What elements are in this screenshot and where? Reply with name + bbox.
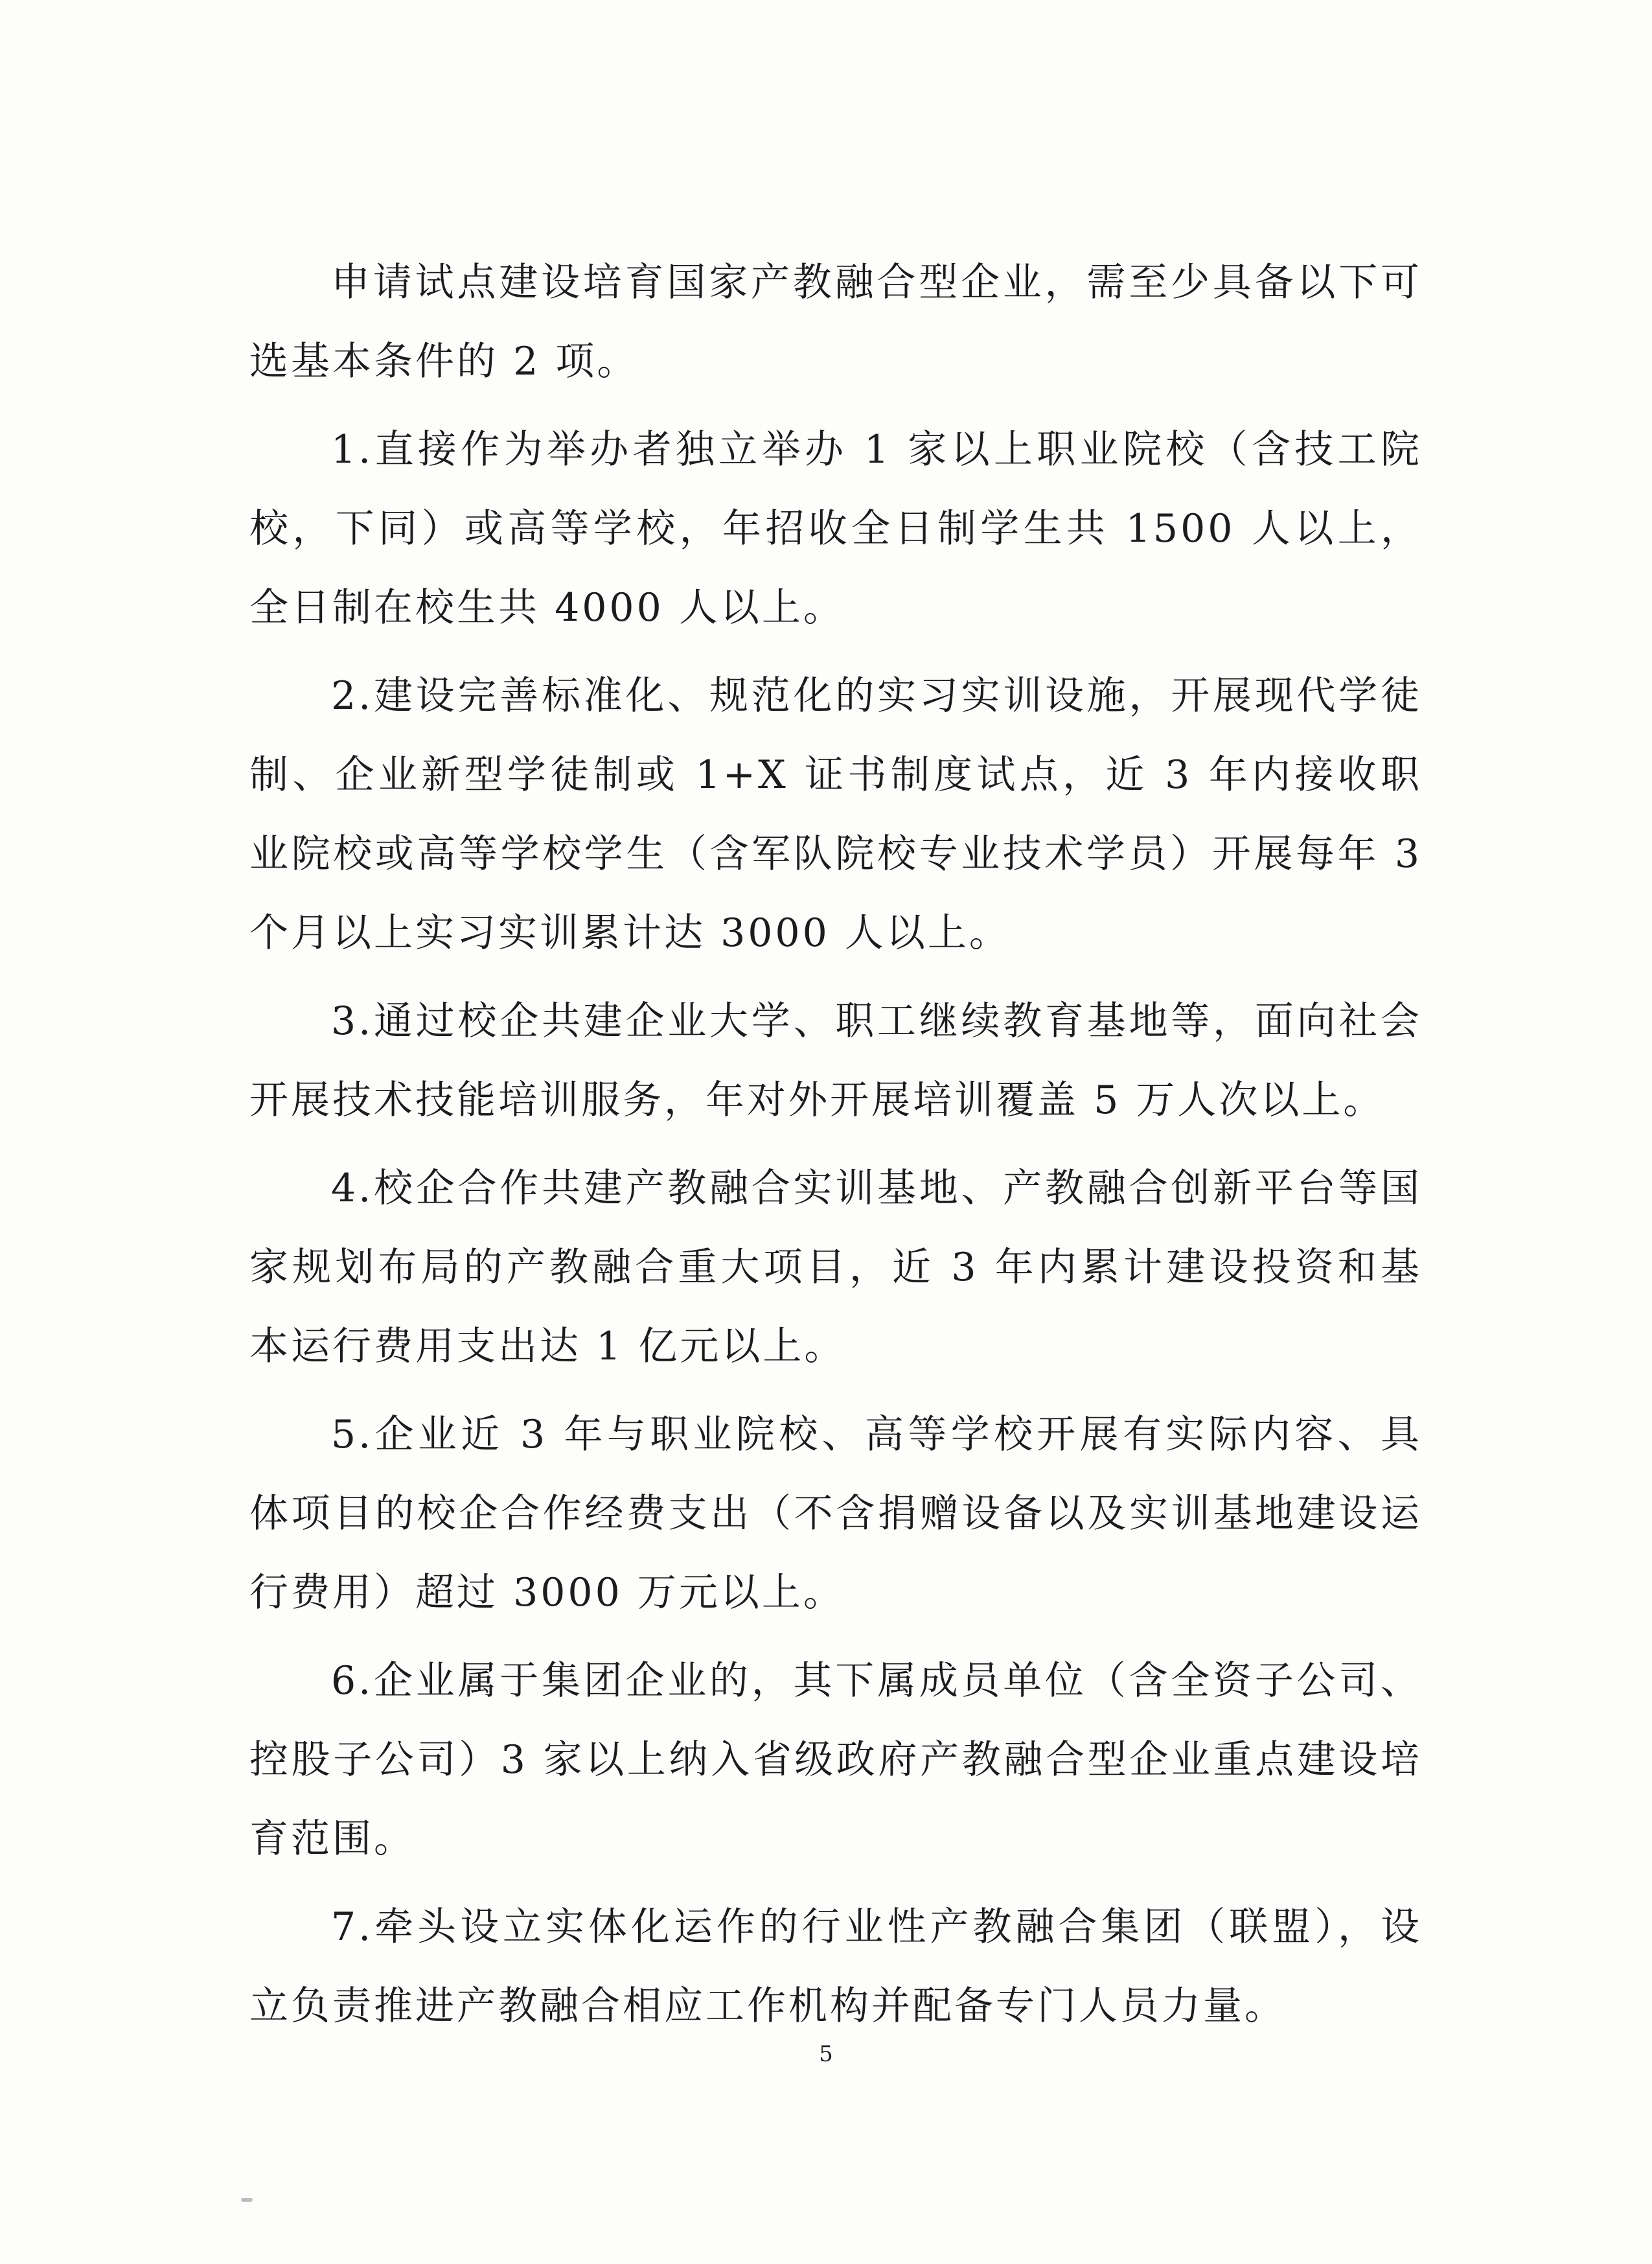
intro-paragraph: 申请试点建设培育国家产教融合型企业，需至少具备以下可选基本条件的 2 项。 xyxy=(249,260,1422,384)
scan-speck xyxy=(241,2198,253,2202)
condition-3-paragraph: 3.通过校企共建企业大学、职工继续教育基地等，面向社会开展技术技能培训服务，年对外开展培训覆盖 5 万人次以上。 xyxy=(249,999,1422,1123)
condition-5-paragraph: 5.企业近 3 年与职业院校、高等学校开展有实际内容、具体项目的校企合作经费支出（不含捐赠设备以及实训基地建设运行费用）超过 3000 万元以上。 xyxy=(249,1412,1422,1615)
condition-2-paragraph: 2.建设完善标准化、规范化的实习实训设施，开展现代学徒制、企业新型学徒制或 1+X 证书制度试点，近 3 年内接收职业院校或高等学校学生（含军队院校专业技术学员）开展每年 3 个月以上实习实训累计达 3000 人以上。 xyxy=(249,673,1422,956)
condition-1-paragraph: 1.直接作为举办者独立举办 1 家以上职业院校（含技工院校，下同）或高等学校，年招收全日制学生共 1500 人以上，全日制在校生共 4000 人以上。 xyxy=(249,427,1422,630)
condition-6-paragraph: 6.企业属于集团企业的，其下属成员单位（含全资子公司、控股子公司）3 家以上纳入省级政府产教融合型企业重点建设培育范围。 xyxy=(249,1658,1422,1862)
condition-7-paragraph: 7.牵头设立实体化运作的行业性产教融合集团（联盟），设立负责推进产教融合相应工作机构并配备专门人员力量。 xyxy=(249,1904,1422,2029)
document-body xyxy=(249,243,1422,2055)
condition-4-paragraph: 4.校企合作共建产教融合实训基地、产教融合创新平台等国家规划布局的产教融合重大项目，近 3 年内累计建设投资和基本运行费用支出达 1 亿元以上。 xyxy=(249,1166,1422,1369)
page-number: 5 xyxy=(819,2041,833,2067)
